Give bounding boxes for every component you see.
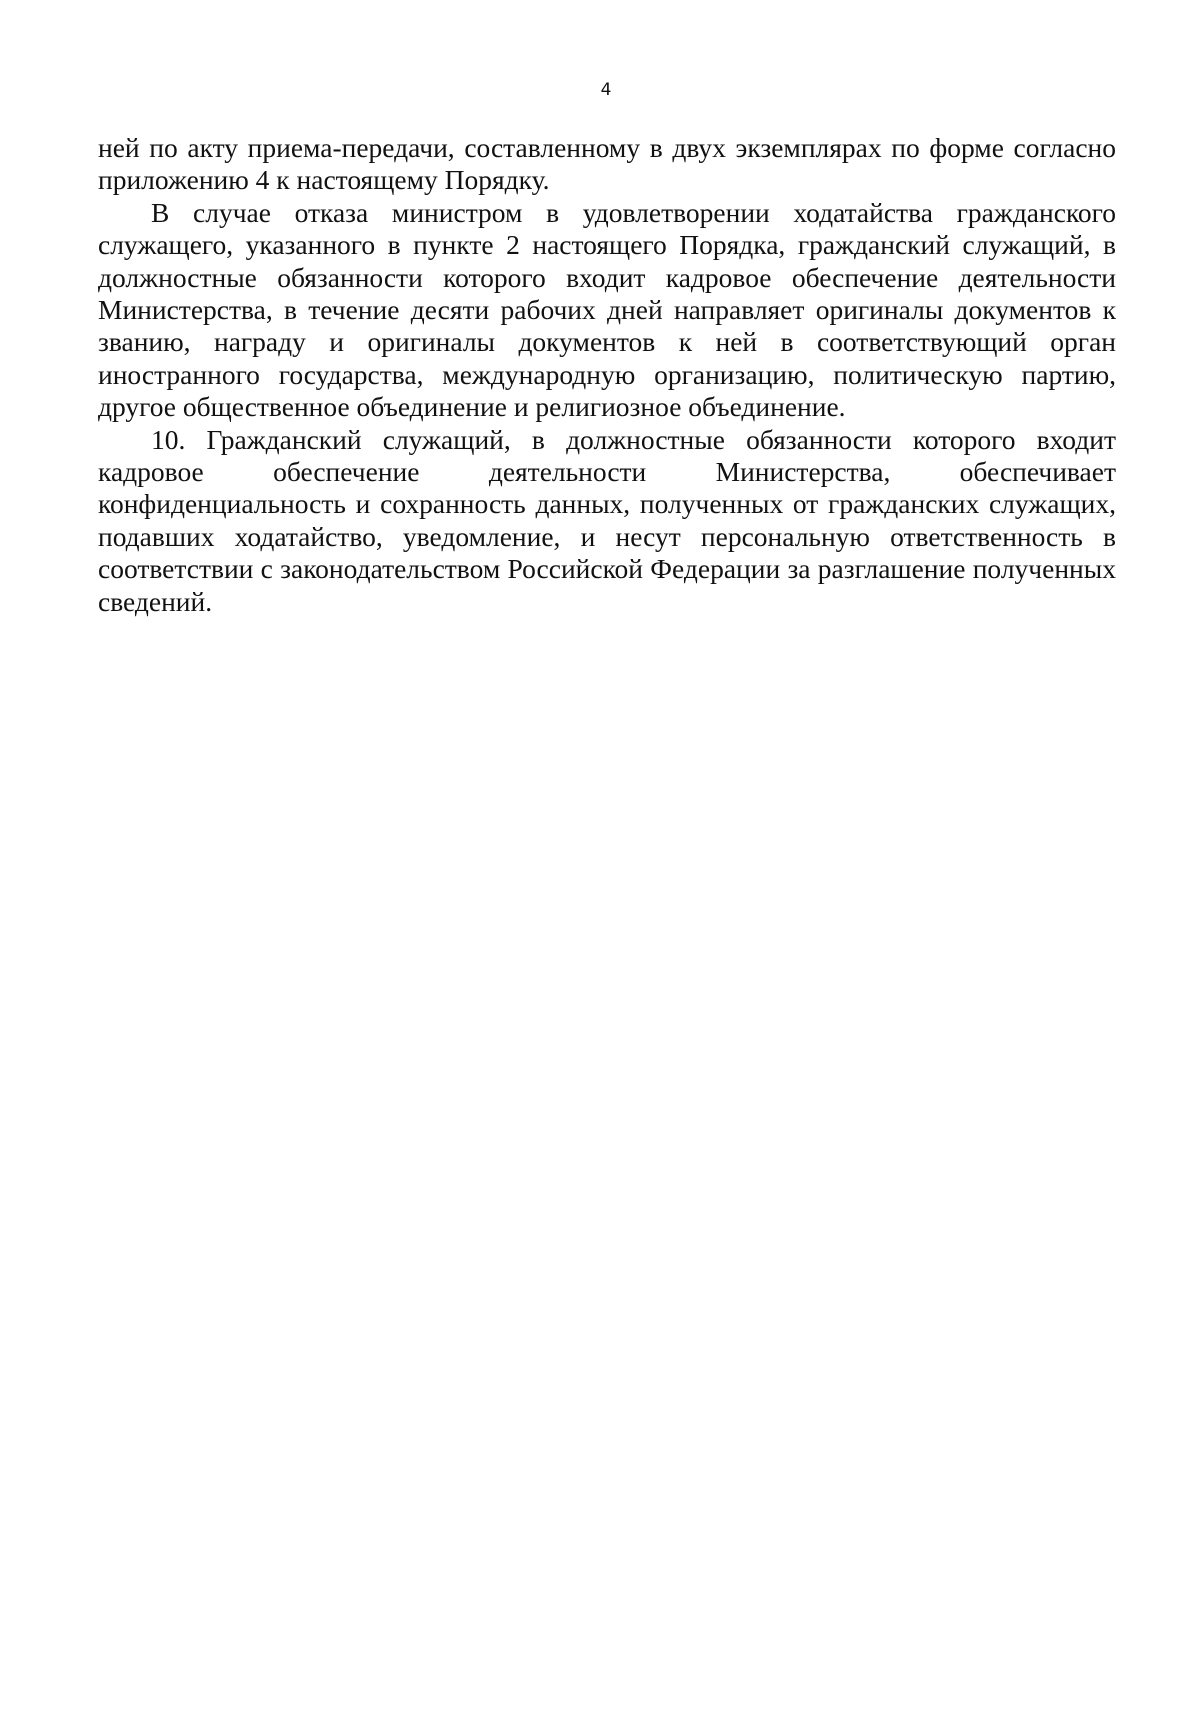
document-body [98, 132, 1116, 618]
paragraph-continuation: ней по акту приема-передачи, составленному в двух экземплярах по форме согласно приложению 4 к настоящему Порядку. [98, 132, 1116, 196]
paragraph-refusal: В случае отказа министром в удовлетворении ходатайства гражданского служащего, указанного в пункте 2 настоящего Порядка, гражданский служащий, в должностные обязанности которого входит кадровое обеспечение деятельности Министерства, в течение десяти рабочих дней направляет оригиналы документов к званию, награду и оригиналы документов к ней в соответствующий орган иностранного государства, международную организацию, политическую партию, другое общественное объединение и религиозное объединение. [98, 196, 1116, 423]
paragraph-item-10: 10. Гражданский служащий, в должностные обязанности которого входит кадровое обеспечение деятельности Министерства, обеспечивает конфиденциальность и сохранность данных, полученных от гражданских служащих, подавших ходатайство, уведомление, и несут персональную ответственность в соответствии с законодательством Российской Федерации за разглашение полученных сведений. [98, 423, 1116, 617]
page-number: 4 [600, 80, 612, 100]
